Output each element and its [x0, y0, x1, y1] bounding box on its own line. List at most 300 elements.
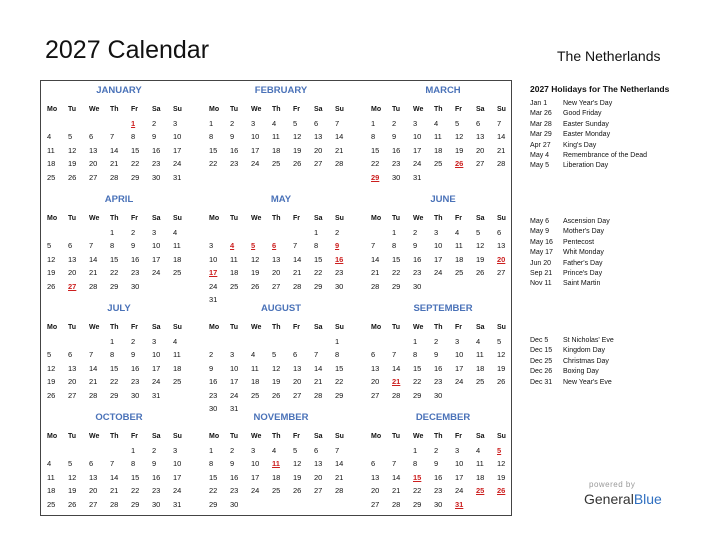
- day-cell: 12: [293, 459, 302, 469]
- weekday-header: We: [251, 433, 262, 440]
- holiday-day-cell: 29: [371, 172, 380, 182]
- day-cell: 23: [413, 268, 422, 278]
- day-cell: 1: [110, 337, 115, 346]
- day-cell: 29: [413, 499, 422, 509]
- weekday-header: Tu: [230, 215, 239, 222]
- holiday-name: Easter Sunday: [563, 120, 609, 128]
- day-cell: 10: [152, 350, 161, 360]
- day-cell: 21: [293, 268, 302, 278]
- day-cell: 22: [209, 486, 218, 496]
- day-cell: 14: [392, 363, 401, 373]
- weekday-header: Fr: [455, 106, 462, 113]
- day-cell: 8: [209, 132, 214, 142]
- day-cell: 10: [173, 132, 182, 142]
- day-cell: 12: [68, 472, 77, 482]
- day-cell: 14: [497, 132, 506, 142]
- day-cell: 28: [110, 172, 119, 182]
- day-cell: 21: [497, 145, 506, 155]
- day-cell: 10: [152, 241, 161, 251]
- day-cell: 4: [434, 119, 439, 128]
- day-cell: 21: [314, 377, 323, 387]
- holiday-name: Saint Martin: [563, 280, 601, 288]
- day-cell: 23: [392, 159, 401, 169]
- day-cell: 26: [47, 281, 56, 291]
- day-cell: 20: [314, 145, 323, 155]
- weekday-header: Sa: [476, 324, 485, 331]
- day-cell: 2: [131, 337, 136, 346]
- day-cell: 5: [293, 119, 298, 128]
- day-cell: 20: [314, 472, 323, 482]
- day-cell: 22: [392, 268, 401, 278]
- day-cell: 11: [47, 472, 55, 482]
- holiday-name: Christmas Day: [563, 357, 609, 365]
- weekday-header: Su: [173, 433, 182, 440]
- weekday-header: Th: [434, 433, 443, 440]
- day-cell: 20: [371, 377, 380, 387]
- month-name: JANUARY: [96, 85, 142, 96]
- day-cell: 3: [455, 337, 460, 346]
- weekday-header: Su: [173, 324, 182, 331]
- weekday-header: Th: [434, 324, 443, 331]
- day-cell: 23: [131, 268, 140, 278]
- day-cell: 13: [68, 363, 77, 373]
- day-cell: 14: [89, 254, 98, 264]
- holiday-day-cell: 21: [392, 377, 401, 387]
- holiday-row: [530, 228, 604, 235]
- weekday-header: Th: [272, 433, 281, 440]
- weekday-header: Tu: [68, 324, 77, 331]
- day-cell: 16: [230, 472, 239, 482]
- holiday-row: [530, 152, 647, 159]
- day-cell: 26: [476, 268, 485, 278]
- holiday-day-cell: 25: [476, 486, 485, 496]
- day-cell: 29: [209, 499, 218, 509]
- weekday-header: Su: [335, 215, 344, 222]
- day-cell: 24: [209, 281, 218, 291]
- holiday-date: May 6: [530, 218, 550, 225]
- day-cell: 31: [173, 499, 182, 509]
- weekday-header: Fr: [293, 215, 300, 222]
- day-cell: 12: [47, 363, 56, 373]
- weekday-header: Fr: [293, 433, 300, 440]
- holiday-day-cell: 20: [497, 254, 506, 264]
- day-cell: 4: [455, 228, 460, 237]
- day-cell: 24: [152, 268, 161, 278]
- weekday-header: Th: [434, 106, 443, 113]
- day-cell: 25: [272, 486, 281, 496]
- day-cell: 30: [413, 281, 422, 291]
- holiday-row: [530, 337, 614, 344]
- day-cell: 9: [209, 363, 214, 373]
- day-cell: 30: [230, 499, 239, 509]
- day-cell: 18: [47, 486, 56, 496]
- holiday-day-cell: 16: [335, 254, 344, 264]
- day-cell: 14: [89, 363, 98, 373]
- holiday-date: Dec 25: [530, 357, 553, 365]
- day-cell: 3: [209, 241, 214, 251]
- holiday-date: Dec 15: [530, 347, 553, 355]
- day-cell: 5: [497, 337, 502, 346]
- day-cell: 8: [209, 459, 214, 469]
- day-cell: 21: [89, 377, 98, 387]
- day-cell: 13: [89, 472, 98, 482]
- day-cell: 16: [131, 363, 140, 373]
- holiday-day-cell: 4: [230, 241, 235, 251]
- day-cell: 15: [371, 145, 380, 155]
- day-cell: 17: [413, 145, 422, 155]
- day-cell: 13: [272, 254, 281, 264]
- day-cell: 5: [455, 119, 460, 128]
- weekday-header: Sa: [476, 215, 485, 222]
- day-cell: 10: [209, 254, 218, 264]
- day-cell: 2: [131, 228, 136, 237]
- day-cell: 27: [293, 390, 302, 400]
- weekday-header: Su: [497, 106, 506, 113]
- day-cell: 6: [371, 459, 376, 469]
- weekday-header: Tu: [392, 433, 401, 440]
- day-cell: 15: [392, 254, 401, 264]
- holiday-row: [530, 379, 612, 386]
- day-cell: 22: [131, 486, 140, 496]
- day-cell: 9: [131, 241, 136, 251]
- day-cell: 13: [68, 254, 77, 264]
- day-cell: 15: [209, 145, 218, 155]
- day-cell: 12: [68, 145, 77, 155]
- day-cell: 8: [131, 459, 136, 469]
- day-cell: 17: [251, 472, 260, 482]
- day-cell: 6: [476, 119, 481, 128]
- weekday-header: Sa: [314, 433, 323, 440]
- day-cell: 18: [272, 472, 281, 482]
- day-cell: 28: [293, 281, 302, 291]
- day-cell: 5: [68, 132, 73, 142]
- day-cell: 28: [371, 281, 380, 291]
- day-cell: 22: [110, 377, 119, 387]
- day-cell: 24: [434, 268, 443, 278]
- weekday-header: Th: [272, 324, 281, 331]
- day-cell: 30: [434, 499, 443, 509]
- day-cell: 3: [173, 119, 178, 128]
- day-cell: 9: [131, 350, 136, 360]
- day-cell: 9: [152, 459, 157, 469]
- day-cell: 25: [173, 268, 182, 278]
- day-cell: 23: [152, 486, 161, 496]
- day-cell: 21: [371, 268, 380, 278]
- day-cell: 19: [497, 472, 506, 482]
- day-cell: 21: [335, 472, 344, 482]
- day-cell: 12: [251, 254, 260, 264]
- holidays-title: 2027 Holidays for The Netherlands: [530, 84, 670, 94]
- month-name: SEPTEMBER: [413, 303, 473, 314]
- day-cell: 17: [173, 472, 182, 482]
- day-cell: 23: [230, 159, 239, 169]
- day-cell: 6: [68, 241, 73, 251]
- day-cell: 25: [173, 377, 182, 387]
- day-cell: 29: [110, 390, 119, 400]
- day-cell: 5: [47, 350, 52, 360]
- day-cell: 4: [251, 350, 256, 360]
- day-cell: 10: [251, 459, 260, 469]
- day-cell: 14: [335, 132, 344, 142]
- month-name: NOVEMBER: [253, 412, 309, 423]
- day-cell: 2: [152, 119, 157, 128]
- weekday-header: We: [89, 215, 100, 222]
- day-cell: 6: [89, 132, 94, 142]
- day-cell: 30: [152, 172, 161, 182]
- day-cell: 28: [335, 486, 344, 496]
- holiday-row: [530, 260, 602, 267]
- day-cell: 24: [413, 159, 422, 169]
- day-cell: 10: [230, 363, 239, 373]
- day-cell: 23: [434, 377, 443, 387]
- day-cell: 16: [152, 145, 161, 155]
- weekday-header: Th: [272, 215, 281, 222]
- day-cell: 14: [293, 254, 302, 264]
- day-cell: 24: [173, 159, 182, 169]
- day-cell: 16: [209, 377, 218, 387]
- weekday-header: Sa: [314, 215, 323, 222]
- day-cell: 2: [209, 350, 214, 360]
- day-cell: 20: [68, 268, 77, 278]
- month-name: AUGUST: [260, 303, 302, 314]
- day-cell: 20: [476, 145, 485, 155]
- day-cell: 13: [371, 363, 380, 373]
- day-cell: 28: [89, 281, 98, 291]
- holiday-day-cell: 17: [209, 268, 218, 278]
- holiday-date: Dec 26: [530, 368, 553, 376]
- holiday-name: Easter Monday: [563, 131, 611, 139]
- holiday-row: [530, 249, 604, 256]
- day-cell: 5: [68, 459, 73, 469]
- day-cell: 15: [131, 472, 140, 482]
- day-cell: 12: [497, 350, 506, 360]
- day-cell: 6: [89, 459, 94, 469]
- day-cell: 9: [392, 132, 397, 142]
- day-cell: 12: [47, 254, 56, 264]
- day-cell: 29: [392, 281, 401, 291]
- day-cell: 8: [131, 132, 136, 142]
- holiday-day-cell: 6: [272, 241, 277, 251]
- day-cell: 25: [47, 172, 56, 182]
- day-cell: 31: [152, 390, 161, 400]
- day-cell: 20: [293, 377, 302, 387]
- weekday-header: Sa: [152, 106, 161, 113]
- day-cell: 28: [392, 499, 401, 509]
- day-cell: 19: [455, 145, 464, 155]
- holiday-date: Apr 27: [530, 141, 551, 149]
- day-cell: 11: [47, 145, 55, 155]
- holiday-date: Jun 20: [530, 259, 552, 267]
- day-cell: 2: [230, 119, 235, 128]
- day-cell: 12: [476, 241, 485, 251]
- day-cell: 6: [371, 350, 376, 360]
- day-cell: 10: [173, 459, 182, 469]
- day-cell: 28: [392, 390, 401, 400]
- day-cell: 13: [476, 132, 485, 142]
- day-cell: 9: [434, 350, 439, 360]
- holiday-date: Mar 28: [530, 120, 552, 128]
- holiday-row: [530, 131, 610, 138]
- day-cell: 26: [497, 377, 506, 387]
- weekday-header: Mo: [47, 215, 58, 222]
- day-cell: 16: [131, 254, 140, 264]
- day-cell: 10: [413, 132, 422, 142]
- day-cell: 25: [230, 281, 239, 291]
- weekday-header: We: [89, 324, 100, 331]
- day-cell: 11: [272, 132, 280, 142]
- month-name: APRIL: [104, 194, 134, 205]
- weekday-header: Th: [272, 106, 281, 113]
- holiday-row: [530, 162, 608, 169]
- day-cell: 23: [152, 159, 161, 169]
- weekday-header: Sa: [152, 433, 161, 440]
- day-cell: 12: [293, 132, 302, 142]
- holiday-name: Kingdom Day: [563, 347, 606, 355]
- day-cell: 3: [434, 228, 439, 237]
- day-cell: 26: [251, 281, 260, 291]
- day-cell: 11: [455, 241, 463, 251]
- day-cell: 2: [335, 228, 340, 237]
- weekday-header: Fr: [131, 433, 138, 440]
- day-cell: 18: [47, 159, 56, 169]
- holiday-name: Pentecost: [563, 238, 595, 246]
- day-cell: 8: [413, 350, 418, 360]
- day-cell: 7: [335, 119, 340, 128]
- weekday-header: Tu: [230, 433, 239, 440]
- day-cell: 5: [272, 350, 277, 360]
- weekday-header: Mo: [47, 433, 58, 440]
- day-cell: 11: [476, 459, 484, 469]
- day-cell: 11: [251, 363, 259, 373]
- day-cell: 29: [314, 281, 323, 291]
- weekday-header: We: [413, 324, 424, 331]
- weekday-header: Su: [335, 433, 344, 440]
- day-cell: 29: [131, 172, 140, 182]
- day-cell: 30: [392, 172, 401, 182]
- day-cell: 16: [434, 363, 443, 373]
- day-cell: 25: [455, 268, 464, 278]
- logo-general: General: [584, 491, 634, 507]
- day-cell: 1: [110, 228, 115, 237]
- day-cell: 10: [455, 350, 464, 360]
- weekday-header: Tu: [392, 106, 401, 113]
- day-cell: 2: [413, 228, 418, 237]
- day-cell: 14: [314, 363, 323, 373]
- day-cell: 1: [335, 337, 340, 346]
- weekday-header: Su: [173, 106, 182, 113]
- day-cell: 22: [110, 268, 119, 278]
- day-cell: 17: [230, 377, 239, 387]
- day-cell: 31: [230, 404, 239, 413]
- holiday-name: St Nicholas' Eve: [563, 337, 614, 344]
- day-cell: 28: [497, 159, 506, 169]
- holiday-day-cell: 1: [131, 119, 136, 128]
- weekday-header: Fr: [455, 215, 462, 222]
- day-cell: 7: [335, 446, 340, 455]
- holiday-date: Dec 5: [530, 337, 549, 344]
- day-cell: 1: [209, 119, 214, 128]
- day-cell: 15: [110, 363, 119, 373]
- day-cell: 2: [230, 446, 235, 455]
- day-cell: 22: [314, 268, 323, 278]
- day-cell: 5: [47, 241, 52, 251]
- holiday-date: May 16: [530, 238, 553, 246]
- holiday-date: May 9: [530, 228, 550, 236]
- weekday-header: Tu: [392, 215, 401, 222]
- day-cell: 29: [413, 390, 422, 400]
- day-cell: 15: [131, 145, 140, 155]
- day-cell: 17: [434, 254, 443, 264]
- day-cell: 18: [272, 145, 281, 155]
- weekday-header: Su: [497, 324, 506, 331]
- day-cell: 29: [131, 499, 140, 509]
- day-cell: 1: [371, 119, 376, 128]
- day-cell: 16: [392, 145, 401, 155]
- day-cell: 23: [230, 486, 239, 496]
- day-cell: 27: [476, 159, 485, 169]
- day-cell: 26: [68, 172, 77, 182]
- day-cell: 7: [110, 459, 115, 469]
- day-cell: 18: [434, 145, 443, 155]
- day-cell: 19: [47, 268, 56, 278]
- day-cell: 26: [47, 390, 56, 400]
- day-cell: 25: [476, 377, 485, 387]
- holiday-date: May 5: [530, 162, 550, 170]
- holiday-day-cell: 11: [272, 459, 280, 469]
- holiday-name: Remembrance of the Dead: [563, 152, 648, 159]
- day-cell: 25: [47, 499, 56, 509]
- holiday-name: Boxing Day: [563, 368, 599, 376]
- day-cell: 24: [251, 486, 260, 496]
- day-cell: 11: [173, 241, 181, 251]
- day-cell: 8: [392, 241, 397, 251]
- day-cell: 17: [152, 363, 161, 373]
- day-cell: 12: [272, 363, 281, 373]
- weekday-header: Mo: [209, 324, 220, 331]
- month-name: MARCH: [425, 85, 461, 96]
- holiday-day-cell: 9: [335, 241, 340, 251]
- weekday-header: Mo: [371, 324, 382, 331]
- holiday-name: Good Friday: [563, 110, 602, 118]
- day-cell: 16: [413, 254, 422, 264]
- weekday-header: Mo: [371, 106, 382, 113]
- day-cell: 3: [152, 337, 157, 346]
- day-cell: 7: [371, 241, 376, 251]
- day-cell: 19: [47, 377, 56, 387]
- weekday-header: Tu: [392, 324, 401, 331]
- day-cell: 3: [173, 446, 178, 455]
- weekday-header: Fr: [293, 324, 300, 331]
- day-cell: 30: [209, 404, 218, 413]
- day-cell: 11: [173, 350, 181, 360]
- day-cell: 4: [476, 337, 481, 346]
- day-cell: 15: [413, 363, 422, 373]
- day-cell: 9: [230, 459, 235, 469]
- day-cell: 19: [272, 377, 281, 387]
- day-cell: 14: [335, 459, 344, 469]
- day-cell: 7: [293, 241, 298, 251]
- day-cell: 8: [371, 132, 376, 142]
- weekday-header: Th: [110, 106, 119, 113]
- day-cell: 26: [293, 486, 302, 496]
- day-cell: 23: [434, 486, 443, 496]
- day-cell: 1: [413, 337, 418, 346]
- day-cell: 8: [110, 350, 115, 360]
- day-cell: 16: [152, 472, 161, 482]
- day-cell: 26: [293, 159, 302, 169]
- day-cell: 26: [272, 390, 281, 400]
- day-cell: 27: [68, 390, 77, 400]
